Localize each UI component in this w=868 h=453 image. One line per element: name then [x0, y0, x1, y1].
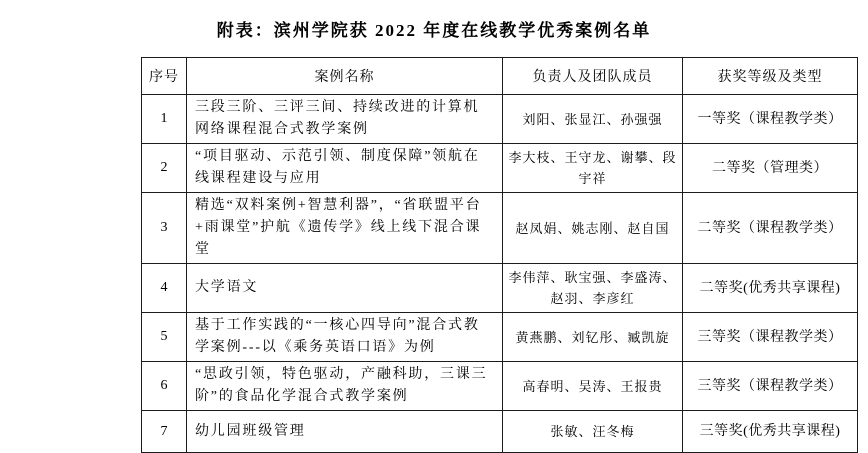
row-number-cell: 5 [142, 313, 187, 362]
award-cell: 三等奖（课程教学类） [683, 313, 858, 362]
case-name-cell: 幼儿园班级管理 [187, 411, 503, 453]
awards-table-header [142, 58, 858, 95]
case-name-cell: 精选“双料案例+智慧利器”，“省联盟平台+雨课堂”护航《遗传学》线上线下混合课堂 [187, 193, 503, 264]
table-row [142, 411, 858, 453]
header-row-number: 序号 [142, 58, 187, 95]
award-cell: 二等奖（课程教学类） [683, 193, 858, 264]
team-cell: 李伟萍、耿宝强、李盛涛、赵羽、李彦红 [503, 264, 683, 313]
case-name-cell: 三段三阶、三评三间、持续改进的计算机网络课程混合式教学案例 [187, 95, 503, 144]
award-cell: 三等奖(优秀共享课程) [683, 411, 858, 453]
row-number-cell: 2 [142, 144, 187, 193]
case-name-cell: 大学语文 [187, 264, 503, 313]
awards-table-body [142, 95, 858, 453]
row-number-cell: 3 [142, 193, 187, 264]
case-name-cell: “思政引领，特色驱动，产融科助，三课三阶”的食品化学混合式教学案例 [187, 362, 503, 411]
table-row [142, 313, 858, 362]
row-number-cell: 1 [142, 95, 187, 144]
table-row [142, 264, 858, 313]
row-number-cell: 4 [142, 264, 187, 313]
document-title: 附表：滨州学院获 2022 年度在线教学优秀案例名单 [216, 21, 652, 40]
team-cell: 刘阳、张显江、孙强强 [503, 95, 683, 144]
award-cell: 二等奖(优秀共享课程) [683, 264, 858, 313]
award-cell: 二等奖（管理类） [683, 144, 858, 193]
table-row [142, 362, 858, 411]
team-cell: 李大枝、王守龙、谢攀、段宇祥 [503, 144, 683, 193]
table-row [142, 193, 858, 264]
award-cell: 一等奖（课程教学类） [683, 95, 858, 144]
table-row [142, 144, 858, 193]
header-award-level: 获奖等级及类型 [683, 58, 858, 95]
award-cell: 三等奖（课程教学类） [683, 362, 858, 411]
header-row [142, 58, 858, 95]
team-cell: 黄燕鹏、刘钇彤、臧凯旋 [503, 313, 683, 362]
header-case-name: 案例名称 [187, 58, 503, 95]
header-team-members: 负责人及团队成员 [503, 58, 683, 95]
team-cell: 高春明、吴涛、王报贵 [503, 362, 683, 411]
team-cell: 张敏、汪冬梅 [503, 411, 683, 453]
table-row [142, 95, 858, 144]
row-number-cell: 6 [142, 362, 187, 411]
case-name-cell: 基于工作实践的“一核心四导向”混合式教学案例---以《乘务英语口语》为例 [187, 313, 503, 362]
case-name-cell: “项目驱动、示范引领、制度保障”领航在线课程建设与应用 [187, 144, 503, 193]
team-cell: 赵凤娟、姚志刚、赵自国 [503, 193, 683, 264]
row-number-cell: 7 [142, 411, 187, 453]
awards-table [141, 57, 858, 453]
